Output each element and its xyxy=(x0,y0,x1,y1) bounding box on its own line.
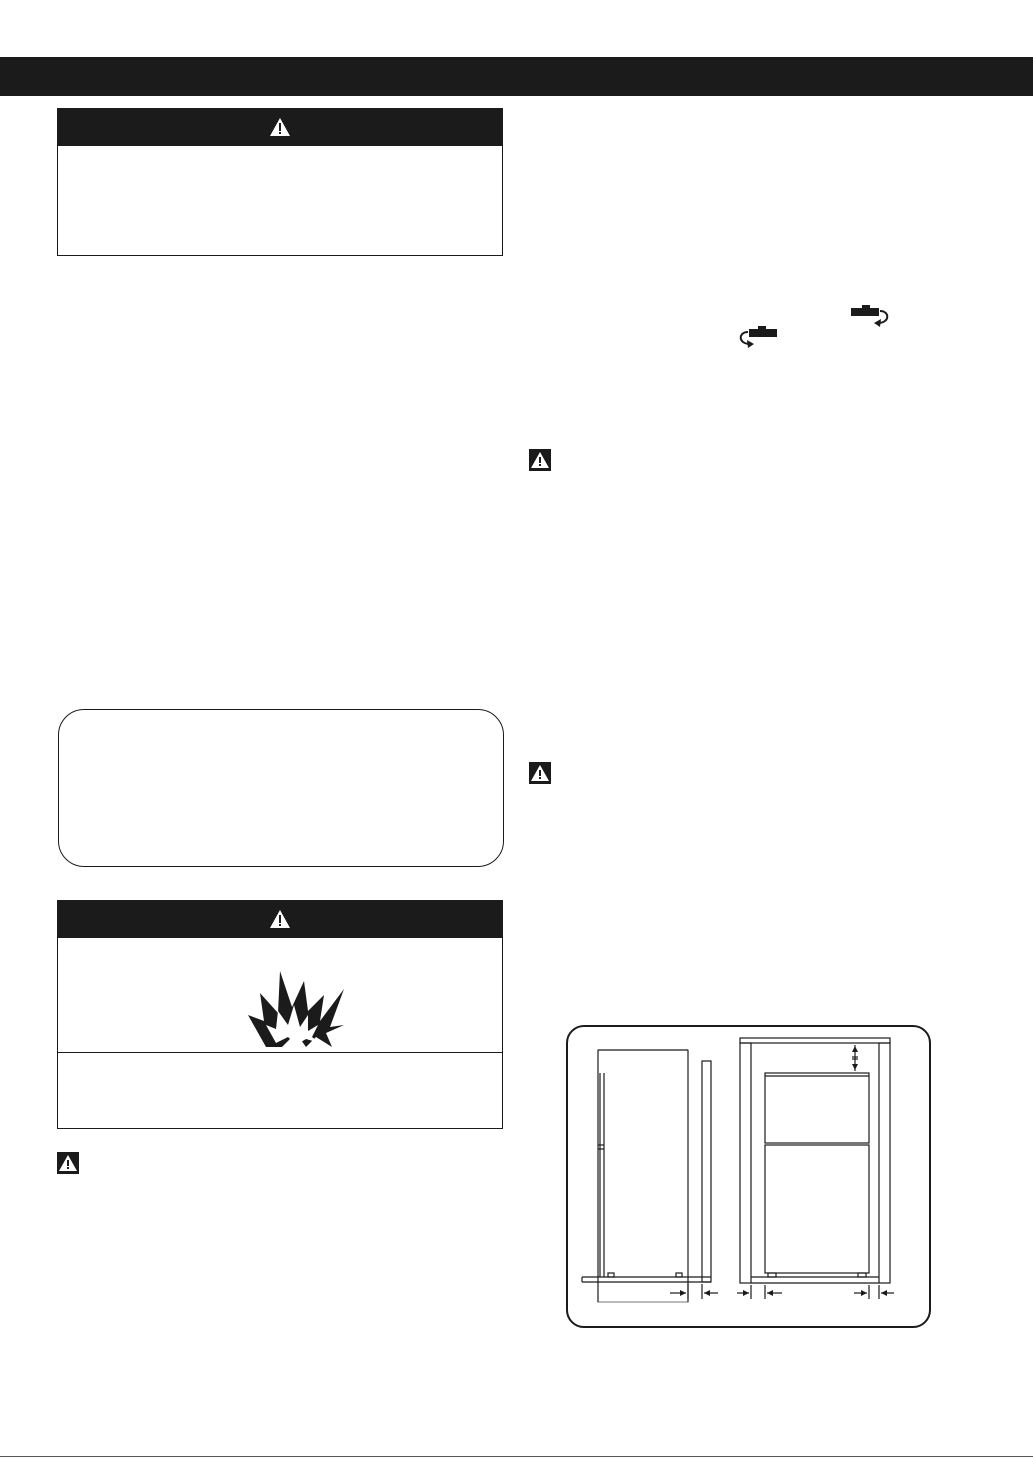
warning-icon-right-lower xyxy=(529,762,551,789)
warning-header xyxy=(58,901,502,938)
warning-icon-right-upper xyxy=(529,449,551,476)
leveling-rotate-counterclockwise-icon xyxy=(736,324,778,355)
notice-box xyxy=(58,709,504,867)
clearance-diagram-drawing xyxy=(568,1027,929,1326)
explosion-burst-icon xyxy=(246,963,346,1054)
warning-triangle-icon xyxy=(269,117,291,142)
page-header-bar xyxy=(0,57,1033,96)
warning-header xyxy=(58,109,502,146)
warning-box-explosion xyxy=(57,900,503,1129)
warning-triangle-icon xyxy=(269,909,291,934)
warning-divider xyxy=(58,1052,502,1053)
leveling-rotate-clockwise-icon xyxy=(850,305,892,336)
clearance-diagram xyxy=(566,1025,931,1328)
fridge-side-body xyxy=(598,1050,688,1302)
warning-box-top xyxy=(57,108,503,256)
footer-rule xyxy=(0,1456,1033,1457)
warning-icon-left-bottom xyxy=(57,1152,79,1179)
